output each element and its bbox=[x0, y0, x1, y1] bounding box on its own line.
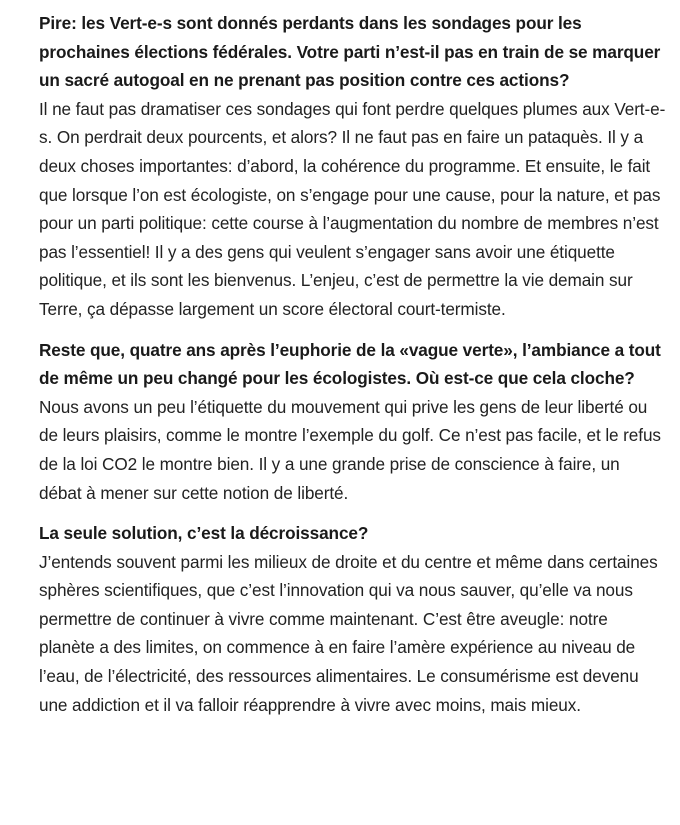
interview-article bbox=[39, 9, 666, 719]
qa-block-1 bbox=[39, 9, 666, 324]
question-2: Reste que, quatre ans après l’euphorie de la «vague verte», l’ambiance a tout de même un peu changé pour les écologistes. Où est-ce que cela cloche? bbox=[39, 339, 661, 389]
question-3: La seule solution, c’est la décroissance? bbox=[39, 523, 369, 544]
qa-block-2 bbox=[39, 336, 666, 508]
question-1: Pire: les Vert-e-s sont donnés perdants dans les sondages pour les prochaines élections fédérales. Votre parti n’est-il pas en train de se marquer un sacré autogoal en ne prenant pas position contre ces actions? bbox=[39, 13, 661, 91]
answer-3: J’entends souvent parmi les milieux de droite et du centre et même dans certaines sphères scientifiques, que c’est l’innovation qui va nous sauver, qu’elle va nous permettre de continuer à vivre comme maintenant. C’est être aveugle: notre planète a des limites, on commence à en faire l’amère expérience au niveau de l’eau, de l’électricité, des ressources alimentaires. Le consumérisme est devenu une addiction et il va falloir réapprendre à vivre avec moins, mais mieux. bbox=[39, 551, 658, 715]
answer-2: Nous avons un peu l’étiquette du mouvement qui prive les gens de leur liberté ou de leurs plaisirs, comme le montre l’exemple du golf. Ce n’est pas facile, et le refus de la loi CO2 le montre bien. Il y a une grande prise de conscience à faire, un débat à mener sur cette notion de liberté. bbox=[39, 396, 661, 503]
qa-block-3 bbox=[39, 519, 666, 719]
answer-1: Il ne faut pas dramatiser ces sondages qui font perdre quelques plumes aux Vert-e-s. On perdrait deux pourcents, et alors? Il ne faut pas en faire un pataquès. Il y a deux choses importantes: d’abord, la cohérence du programme. Et ensuite, le fait que lorsque l’on est écologiste, on s’engage pour une cause, pour la nature, et pas pour un parti politique: cette course à l’augmentation du nombre de membres n’est pas l’essentiel! Il y a des gens qui veulent s’engager sans avoir une étiquette politique, et ils sont les bienvenus. L’enjeu, c’est de permettre la vie demain sur Terre, ça dépasse largement un score électoral court-termiste. bbox=[39, 98, 666, 319]
